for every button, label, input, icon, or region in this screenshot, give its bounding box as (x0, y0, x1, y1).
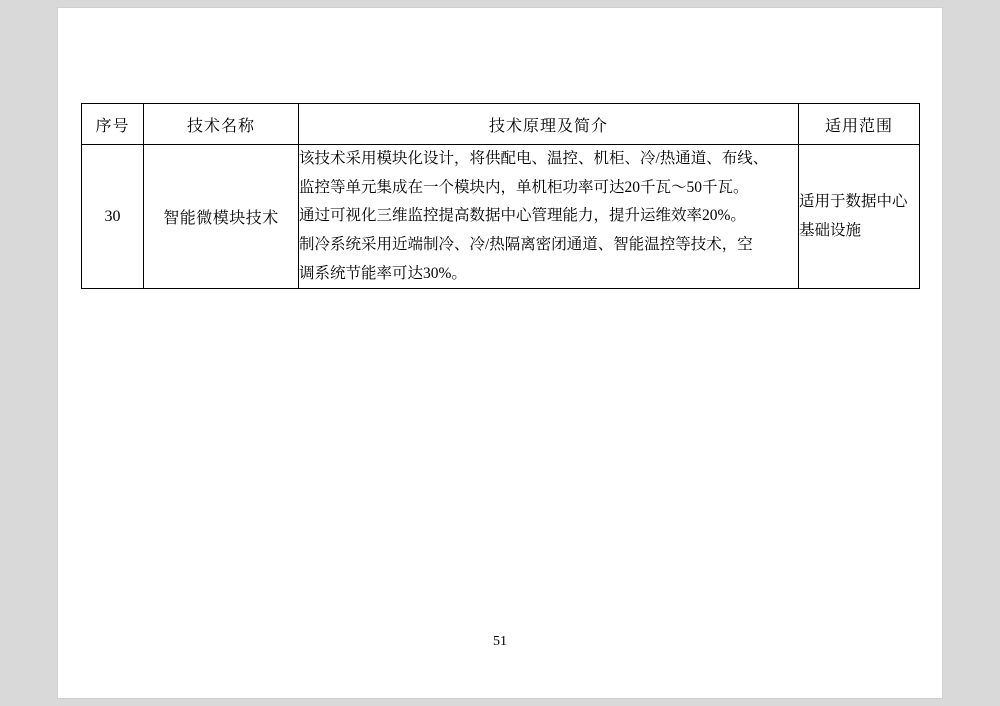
description-line: 该技术采用模块化设计，将供配电、温控、机柜、冷/热通道、布线、 (299, 150, 769, 167)
cell-technology-description (299, 145, 799, 289)
column-header-no: 序号 (82, 104, 144, 145)
document-page (58, 8, 942, 698)
description-line: 制冷系统采用近端制冷、冷/热隔离密闭通道、智能温控等技术，空 (299, 236, 753, 254)
table-header-row (82, 104, 920, 145)
description-line: 通过可视化三维监控提高数据中心管理能力，提升运维效率20%。 (299, 207, 746, 225)
technology-table (81, 103, 920, 289)
column-header-name: 技术名称 (144, 104, 299, 145)
scope-line: 基础设施 (799, 221, 862, 239)
page-number: 51 (493, 634, 507, 649)
scope-line: 适用于数据中心 (799, 193, 908, 210)
cell-technology-name: 智能微模块技术 (144, 145, 299, 289)
cell-serial-number: 30 (82, 145, 144, 289)
cell-application-scope (799, 145, 920, 289)
column-header-scope: 适用范围 (799, 104, 920, 145)
description-line: 监控等单元集成在一个模块内，单机柜功率可达20千瓦～50千瓦。 (299, 178, 749, 196)
description-line: 调系统节能率可达30%。 (299, 264, 467, 282)
column-header-description: 技术原理及简介 (299, 104, 799, 145)
table-row (82, 145, 920, 289)
